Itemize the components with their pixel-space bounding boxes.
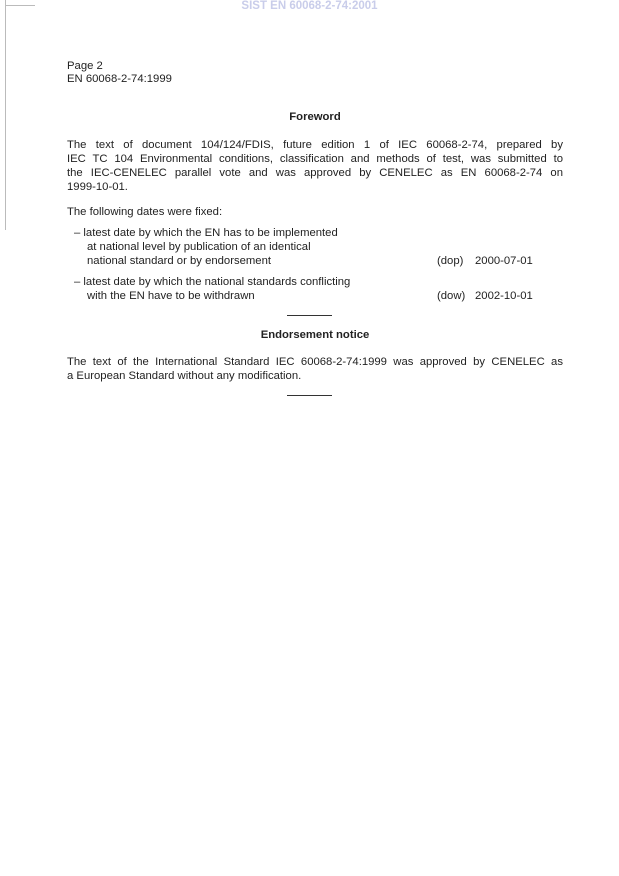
date-code: (dop)	[437, 255, 464, 267]
document-id: EN 60068-2-74:1999	[67, 73, 172, 85]
endorsement-text-line: a European Standard without any modification.	[67, 370, 302, 382]
date-item-text: with the EN have to be withdrawn	[87, 290, 255, 302]
date-code: (dow)	[437, 290, 466, 302]
date-value: 2002-10-01	[475, 290, 533, 302]
foreword-text-line: The text of document 104/124/FDIS, future edition 1 of IEC 60068-2-74, prepared by	[67, 139, 563, 151]
foreword-text-line: IEC TC 104 Environmental conditions, classification and methods of test, was submitted to	[67, 153, 563, 165]
foreword-text-line: the IEC-CENELEC parallel vote and was approved by CENELEC as EN 60068-2-74 on	[67, 167, 563, 179]
section-divider	[287, 395, 332, 396]
date-item-text: national standard or by endorsement	[87, 255, 272, 267]
endorsement-heading: Endorsement notice	[260, 329, 370, 341]
date-item-text: at national level by publication of an identical	[87, 241, 311, 253]
endorsement-text-line: The text of the International Standard IEC 60068-2-74:1999 was approved by CENELEC as	[67, 356, 563, 368]
dates-intro: The following dates were fixed:	[67, 206, 223, 218]
foreword-heading: Foreword	[289, 111, 341, 123]
watermark: SIST EN 60068-2-74:2001	[241, 0, 378, 12]
section-divider	[287, 315, 332, 316]
date-value: 2000-07-01	[475, 255, 533, 267]
date-item-text: – latest date by which the EN has to be implemented	[74, 227, 338, 239]
page-number: Page 2	[67, 60, 103, 72]
foreword-text-line: 1999-10-01.	[67, 181, 128, 193]
date-item-text: – latest date by which the national standards conflicting	[74, 276, 351, 288]
